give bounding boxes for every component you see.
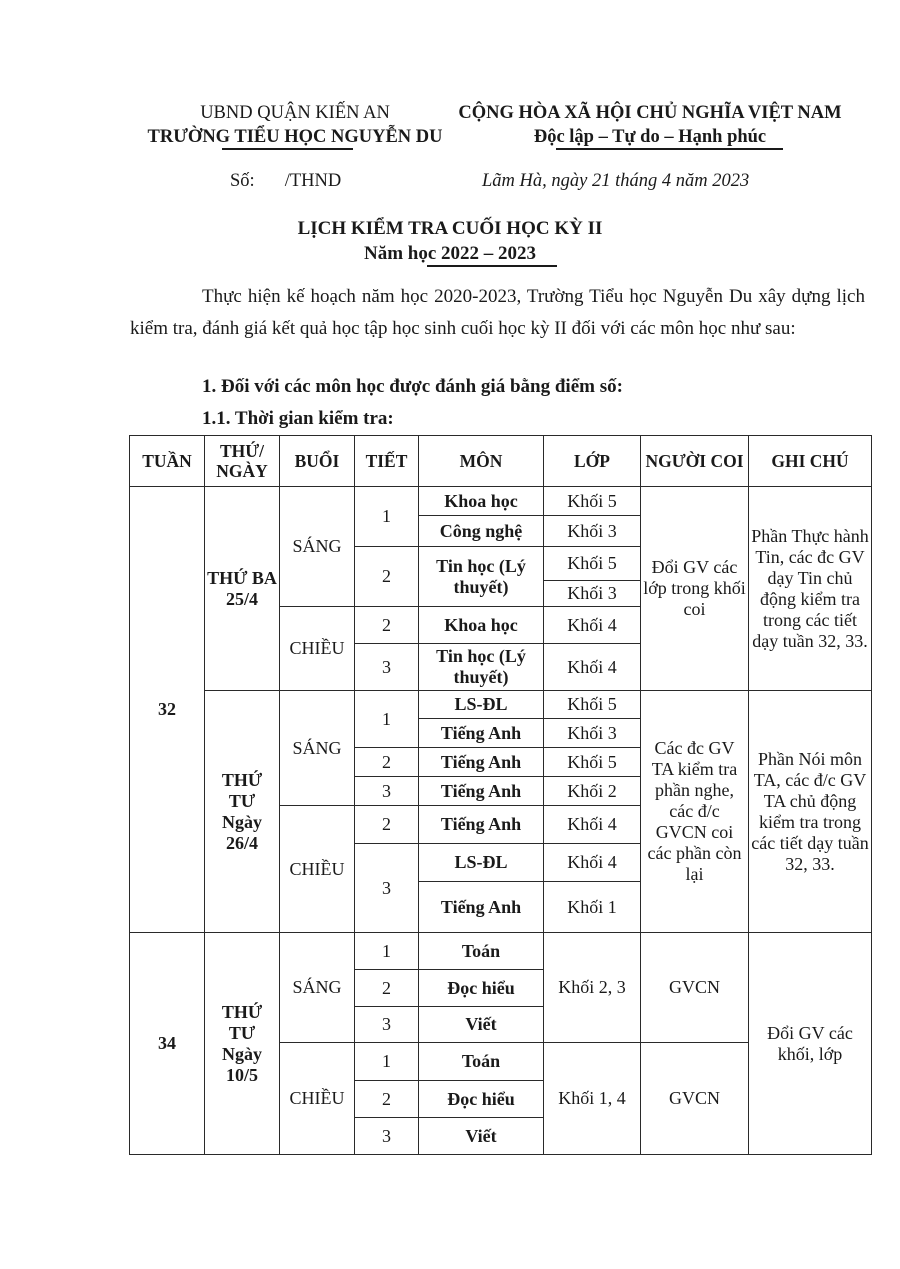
session-cell: CHIỀU	[280, 1043, 355, 1155]
subject-cell: LS-ĐL	[419, 844, 544, 882]
subject-cell: Tin học (Lý thuyết)	[419, 644, 544, 691]
table-row	[130, 691, 872, 719]
header-week: TUẦN	[130, 436, 205, 487]
class-cell: Khối 1	[544, 882, 641, 933]
class-cell: Khối 3	[544, 719, 641, 748]
period-cell: 2	[355, 970, 419, 1007]
supervisor-cell: Đổi GV các lớp trong khối coi	[641, 487, 749, 691]
week-cell: 32	[130, 487, 205, 933]
subject-cell: Tiếng Anh	[419, 719, 544, 748]
day-cell: THỨ TƯ Ngày 10/5	[205, 933, 280, 1155]
subject-cell: Tiếng Anh	[419, 777, 544, 806]
period-cell: 3	[355, 644, 419, 691]
period-cell: 2	[355, 806, 419, 844]
header-supervisor: NGƯỜI COI	[641, 436, 749, 487]
subject-cell: Viết	[419, 1118, 544, 1155]
note-cell: Phần Thực hành Tin, các đc GV dạy Tin chủ động kiểm tra trong các tiết dạy tuần 32, 33.	[749, 487, 872, 691]
period-cell: 1	[355, 933, 419, 970]
period-cell: 2	[355, 607, 419, 644]
subject-cell: Đọc hiểu	[419, 1081, 544, 1118]
session-cell: CHIỀU	[280, 806, 355, 933]
school-name: TRƯỜNG TIỂU HỌC NGUYỄN DU	[147, 127, 443, 147]
header-class: LỚP	[544, 436, 641, 487]
subject-cell: Công nghệ	[419, 516, 544, 547]
session-cell: SÁNG	[280, 487, 355, 607]
week-cell: 34	[130, 933, 205, 1155]
section-1-1-heading: 1.1. Thời gian kiểm tra:	[202, 408, 394, 429]
header-session: BUỔI	[280, 436, 355, 487]
table-header-row	[130, 436, 872, 487]
class-cell: Khối 2	[544, 777, 641, 806]
class-cell: Khối 4	[544, 607, 641, 644]
title-school-year: Năm học 2022 – 2023	[363, 243, 537, 264]
title-underline	[427, 265, 557, 267]
subject-cell: Tiếng Anh	[419, 882, 544, 933]
day-cell: THỨ TƯ Ngày 26/4	[205, 691, 280, 933]
table-row	[130, 933, 872, 970]
class-cell: Khối 3	[544, 516, 641, 547]
header-period: TIẾT	[355, 436, 419, 487]
subject-cell: LS-ĐL	[419, 691, 544, 719]
subject-cell: Tin học (Lý thuyết)	[419, 547, 544, 607]
class-cell: Khối 4	[544, 644, 641, 691]
class-cell: Khối 5	[544, 487, 641, 516]
period-cell: 1	[355, 691, 419, 748]
national-motto: Độc lập – Tự do – Hạnh phúc	[533, 127, 767, 147]
header-day: THỨ/ NGÀY	[205, 436, 280, 487]
class-cell: Khối 5	[544, 691, 641, 719]
class-cell: Khối 3	[544, 581, 641, 607]
period-cell: 3	[355, 1007, 419, 1043]
subject-cell: Viết	[419, 1007, 544, 1043]
national-motto-block	[440, 101, 860, 149]
subject-cell: Khoa học	[419, 487, 544, 516]
supervisor-cell: GVCN	[641, 1043, 749, 1155]
header-subject: MÔN	[419, 436, 544, 487]
document-number-label: Số:	[230, 171, 255, 191]
subject-cell: Toán	[419, 933, 544, 970]
class-cell: Khối 5	[544, 748, 641, 777]
class-cell: Khối 5	[544, 547, 641, 581]
session-cell: CHIỀU	[280, 607, 355, 691]
period-cell: 3	[355, 777, 419, 806]
period-cell: 2	[355, 1081, 419, 1118]
header-note: GHI CHÚ	[749, 436, 872, 487]
class-cell: Khối 4	[544, 844, 641, 882]
subject-cell: Tiếng Anh	[419, 748, 544, 777]
subject-cell: Tiếng Anh	[419, 806, 544, 844]
class-cell: Khối 2, 3	[544, 933, 641, 1043]
period-cell: 2	[355, 748, 419, 777]
title-main: LỊCH KIỂM TRA CUỐI HỌC KỲ II	[297, 218, 603, 239]
subject-cell: Khoa học	[419, 607, 544, 644]
intro-paragraph	[130, 281, 865, 345]
period-cell: 3	[355, 1118, 419, 1155]
exam-schedule-table	[129, 435, 872, 1155]
date-line: Lãm Hà, ngày 21 tháng 4 năm 2023	[482, 171, 750, 191]
intro-text: Thực hiện kế hoạch năm học 2020-2023, Trường Tiểu học Nguyễn Du xây dựng lịch kiểm tra, đánh giá kết quả học tập học sinh cuối học kỳ II đối với các môn học như sau:	[130, 286, 865, 339]
document-number-value: /THND	[284, 171, 342, 191]
supervisor-cell: GVCN	[641, 933, 749, 1043]
note-cell: Đổi GV các khối, lớp	[749, 933, 872, 1155]
note-cell: Phần Nói môn TA, các đ/c GV TA chủ động kiểm tra trong các tiết dạy tuần 32, 33.	[749, 691, 872, 933]
school-name-underline	[222, 148, 353, 150]
period-cell: 3	[355, 844, 419, 933]
class-cell: Khối 1, 4	[544, 1043, 641, 1155]
period-cell: 1	[355, 1043, 419, 1081]
district-name: UBND QUẬN KIẾN AN	[200, 103, 390, 123]
motto-underline	[556, 148, 783, 150]
period-cell: 1	[355, 487, 419, 547]
document-title	[0, 216, 900, 266]
document-number	[230, 171, 341, 192]
session-cell: SÁNG	[280, 691, 355, 806]
subject-cell: Đọc hiểu	[419, 970, 544, 1007]
table-row	[130, 487, 872, 516]
day-cell: THỨ BA 25/4	[205, 487, 280, 691]
country-name: CỘNG HÒA XÃ HỘI CHỦ NGHĨA VIỆT NAM	[458, 103, 842, 123]
issuer-block	[130, 101, 460, 149]
subject-cell: Toán	[419, 1043, 544, 1081]
period-cell: 2	[355, 547, 419, 607]
supervisor-cell: Các đc GV TA kiểm tra phần nghe, các đ/c GVCN coi các phần còn lại	[641, 691, 749, 933]
class-cell: Khối 4	[544, 806, 641, 844]
session-cell: SÁNG	[280, 933, 355, 1043]
section-1-heading: 1. Đối với các môn học được đánh giá bằng điểm số:	[202, 376, 623, 397]
